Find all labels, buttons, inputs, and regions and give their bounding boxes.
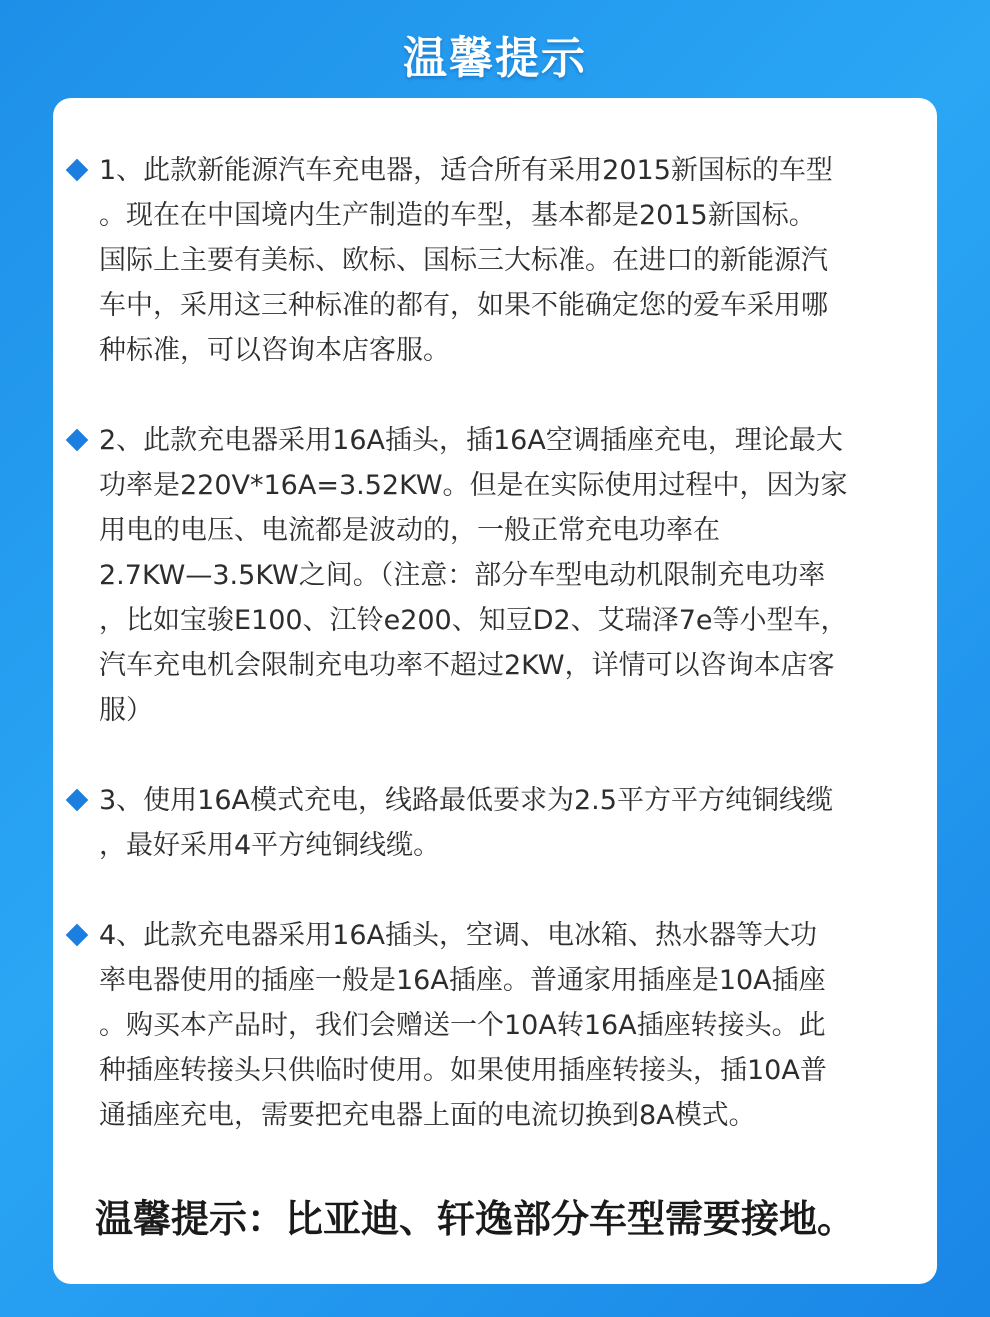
notice-line: 通插座充电，需要把充电器上面的电流切换到8A模式。 [99, 1100, 756, 1131]
notice-line: 种插座转接头只供临时使用。如果使用插座转接头，插10A普 [99, 1055, 827, 1086]
notice-line: 。购买本产品时，我们会赠送一个10A转16A插座转接头。此 [99, 1010, 826, 1041]
notice-line: 服） [99, 695, 153, 726]
diamond-bullet-icon [66, 159, 89, 182]
notice-text: 2、此款充电器采用16A插头，插16A空调插座充电，理论最大 [99, 425, 843, 456]
notice-line: 。现在在中国境内生产制造的车型，基本都是2015新国标。 [99, 200, 816, 231]
notice-line [65, 913, 925, 958]
notice-text: 3、使用16A模式充电，线路最低要求为2.5平方平方纯铜线缆 [99, 785, 833, 816]
notice-line [65, 148, 925, 193]
notice-item-2 [65, 418, 925, 733]
notice-item-1 [65, 148, 925, 373]
notice-item-4 [65, 913, 925, 1138]
notice-line: 2.7KW—3.5KW之间。（注意：部分车型电动机限制充电功率 [99, 560, 826, 591]
notice-text: 4、此款充电器采用16A插头，空调、电冰箱、热水器等大功 [99, 920, 818, 951]
notice-line: 国际上主要有美标、欧标、国标三大标准。在进口的新能源汽 [99, 245, 828, 276]
notice-line: 车中，采用这三种标准的都有，如果不能确定您的爱车采用哪 [99, 290, 828, 321]
notice-line: 功率是220V*16A=3.52KW。但是在实际使用过程中，因为家 [99, 470, 848, 501]
notice-line: 率电器使用的插座一般是16A插座。普通家用插座是10A插座 [99, 965, 826, 996]
notice-line [65, 778, 925, 823]
notice-text: 1、此款新能源汽车充电器，适合所有采用2015新国标的车型 [99, 155, 833, 186]
notice-line: ，最好采用4平方纯铜线缆。 [99, 830, 441, 861]
diamond-bullet-icon [66, 789, 89, 812]
footer-reminder: 温馨提示：比亚迪、轩逸部分车型需要接地。 [95, 1197, 856, 1241]
notice-line: 种标准，可以咨询本店客服。 [99, 335, 450, 366]
notice-line: 汽车充电机会限制充电功率不超过2KW，详情可以咨询本店客 [99, 650, 835, 681]
notice-card [53, 98, 937, 1284]
diamond-bullet-icon [66, 429, 89, 452]
notice-line: 用电的电压、电流都是波动的，一般正常充电功率在 [99, 515, 720, 546]
notice-line: ，比如宝骏E100、江铃e200、知豆D2、艾瑞泽7e等小型车， [99, 605, 848, 636]
page-title: 温馨提示 [403, 33, 587, 84]
diamond-bullet-icon [66, 924, 89, 947]
notice-item-3 [65, 778, 925, 868]
notice-line [65, 418, 925, 463]
